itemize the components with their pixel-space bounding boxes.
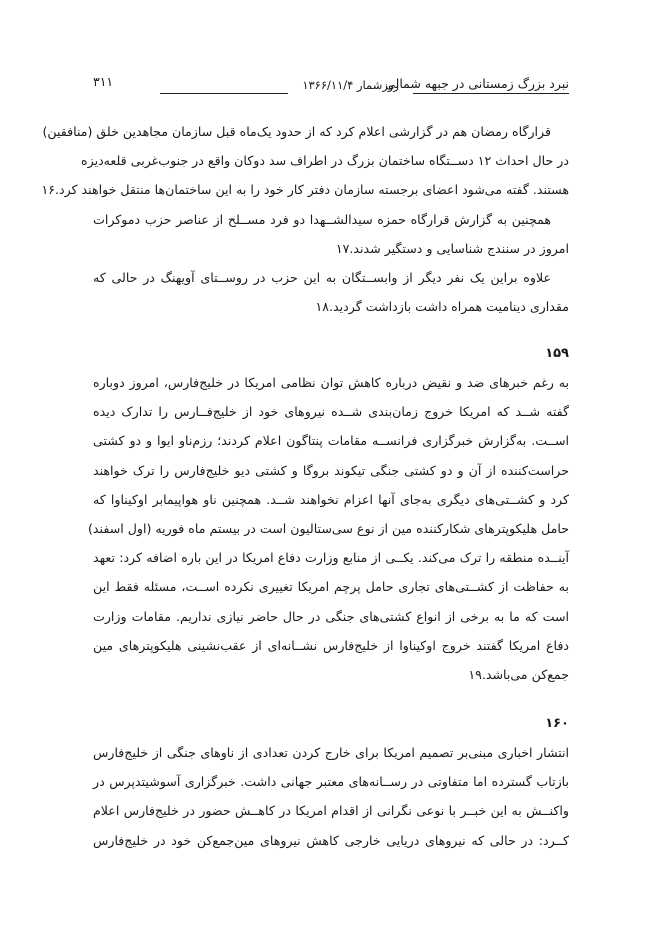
section-160 (93, 710, 569, 855)
section-number: ۱۶۰ (545, 716, 569, 731)
section-number: ۱۵۹ (545, 346, 569, 361)
text-line: کرد و کشــتی‌های دیگری به‌جای آنها اعزام نخواهند شــد. همچنین ناو هواپیمابر اوکیناوا که (93, 491, 569, 507)
text-line: هستند. گفته می‌شود اعضای برجسته سازمان دفتر کار خود را به این ساختمان‌ها منتقل خواهند کرد.۱۶ (41, 182, 569, 198)
text-line: اســت. به‌گزارش خبرگزاری فرانســه مقامات پنتاگون اعلام کردند؛ رزم‌ناو ایوا و دو کشتی (93, 433, 569, 449)
text-line: انتشار اخباری مبنی‌بر تصمیم امریکا برای خارج کردن تعدادی از ناوهای جنگی از خلیج‌فارس (93, 745, 569, 760)
text-line: به حفاظت از کشــتی‌های تجاری حامل پرچم امریکا تغییری نکرده اســت، مسئله فقط این (93, 579, 569, 595)
text-line: در حال احداث ۱۲ دســتگاه ساختمان بزرگ در اطراف سد دوکان واقع در جنوب‌غربی قلعه‌دیزه (81, 153, 569, 169)
text-line: کــرد: در حالی که نیروهای دریایی خارجی کاهش نیروهای مین‌جمع‌کن خود در خلیج‌فارس (93, 832, 569, 848)
text-line: همچنین به گزارش قرارگاه حمزه سیدالشــهدا دو فرد مســلح از عناصر حزب دموکرات (93, 211, 551, 227)
text-line: جمع‌کن می‌باشد.۱۹ (468, 666, 569, 682)
text-line: دفاع امریکا گفتند خروج اوکیناوا از خلیج‌فارس نشــانه‌ای از عقب‌نشینی هلیکوپترهای مین (93, 637, 569, 653)
text-line: علاوه براین یک نفر دیگر از وابســتگان به این حزب در روســتای آویهنگ در حالی که (93, 269, 551, 285)
text-line: حراست‌کننده از آن و دو کشتی جنگی تیکوند بروگا و کشتی دیو خلیج‌فارس را ترک خواهند (93, 462, 569, 478)
text-line: واکنــش به این خبــر با نوعی نگرانی از اقدام امریکا در کاهــش حضور در خلیج‌فارس اعلام (93, 803, 569, 819)
text-line: گفته شــد که امریکا خروج زمان‌بندی شــده نیروهای خود از خلیج‌فــارس را تدارک دیده (93, 404, 569, 420)
section-159 (88, 340, 569, 689)
text-line: مقداری دینامیت همراه داشت بازداشت گردید.۱۸ (315, 299, 569, 315)
paragraph-block-1 (41, 117, 569, 321)
page-number: ۳۱۱ (93, 74, 114, 89)
text-line: به رغم خبرهای ضد و نقیض درباره کاهش توان نظامی امریکا در خلیج‌فارس، امروز دوباره (93, 375, 569, 390)
text-line: امروز در سنندج شناسایی و دستگیر شدند.۱۷ (335, 240, 569, 256)
text-line: آینــده منطقه را ترک می‌کند. یکــی از منابع وزارت دفاع امریکا در این باره اضافه کرد: تعهد (93, 550, 569, 566)
running-header (93, 70, 569, 100)
text-line: بازتاب گسترده اما متفاوتی در رســانه‌های معتبر جهانی داشت. خبرگزاری آسوشیتدپرس در (93, 774, 569, 790)
header-rule (413, 93, 569, 94)
header-rule (160, 93, 288, 94)
chapter-title: نبرد بزرگ زمستانی در جبهه شمالی (385, 76, 569, 91)
text-line: است که ما به برخی از انواع کشتی‌های جنگی در حال حاضر نیازی نداریم. مقامات وزارت (93, 608, 569, 624)
diary-date: روزشمار ۱۳۶۶/۱۱/۴ (302, 78, 399, 92)
text-line: قرارگاه رمضان هم در گزارشی اعلام کرد که از حدود یک‌ماه قبل سازمان مجاهدین خلق (منافقین) (42, 124, 551, 139)
text-line: حامل هلیکوپترهای شکارکننده مین از نوع سی‌ستالیون است در بیستم ماه فوریه (اول اسفند) (88, 520, 569, 536)
